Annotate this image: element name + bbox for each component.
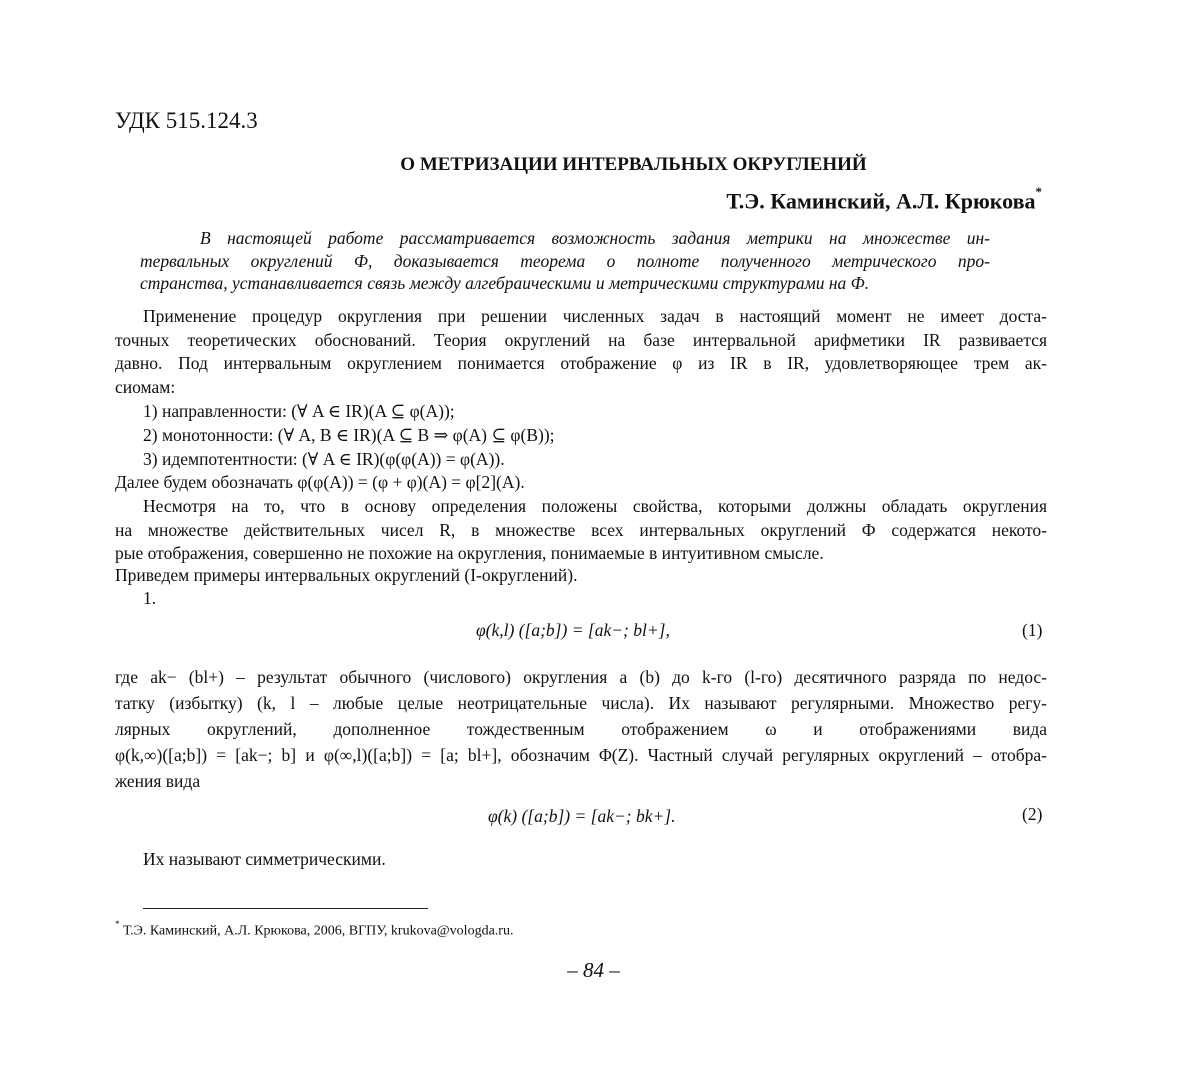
footnote-divider [143, 908, 428, 909]
para3-line: φ(k,∞)([a;b]) = [ak−; b] и φ(∞,l)([a;b]) = [a; bl+], обозначим Φ(Z). Частный случай регулярных округлений – отобра- [115, 745, 1047, 765]
intro-line: Применение процедур округления при решении численных задач в настоящий момент не имеет доста- [143, 306, 1047, 326]
para3-line: жения вида [115, 771, 201, 791]
notation-line: Далее будем обозначать φ(φ(A)) = (φ + φ)(A) = φ[2](A). [115, 472, 525, 492]
intro-line: точных теоретических обоснований. Теория округлений на базе интервальной арифметики IR развивается [115, 329, 1047, 350]
udk-code: УДК 515.124.3 [115, 108, 258, 133]
intro-line: сиомам: [115, 376, 176, 397]
example-number: 1. [143, 588, 157, 608]
second-paragraph [115, 495, 1047, 566]
third-paragraph [115, 664, 1047, 794]
para3-line: лярных округлений, дополненное тождественным отображением ω и отображениями вида [115, 719, 1047, 739]
abstract-line: В настоящей работе рассматривается возможность задания метрики на множестве ин- [200, 228, 990, 248]
para2-line: на множестве действительных чисел R, в множестве всех интервальных округлений Ф содержатся некото- [115, 519, 1047, 540]
formula-2: φ(k) ([a;b]) = [ak−; bk+]. [488, 806, 676, 826]
footnote-text: Т.Э. Каминский, А.Л. Крюкова, 2006, ВГПУ, krukova@vologda.ru. [123, 923, 514, 939]
para2-line: Несмотря на то, что в основу определения положены свойства, которыми должны обладать округления [143, 496, 1047, 516]
axiom-3: 3) идемпотентности: (∀ A ∈ IR)(φ(φ(A)) = φ(A)). [143, 449, 505, 469]
axiom-2: 2) монотонности: (∀ A, B ∈ IR)(A ⊆ B ⇒ φ(A) ⊆ φ(B)); [143, 425, 555, 445]
footnote-mark: * [115, 919, 120, 929]
page-number: – 84 – [567, 958, 620, 982]
para3-line: татку (избытку) (k, l – любые целые неотрицательные числа). Их называют регулярными. Множество регу- [115, 693, 1047, 713]
formula-2-number: (2) [1022, 804, 1043, 824]
author-footnote-mark: * [1035, 184, 1042, 199]
intro-paragraph [115, 305, 1047, 399]
formula-1-number: (1) [1022, 620, 1043, 640]
footnote [115, 921, 513, 940]
formula-1: φ(k,l) ([a;b]) = [ak−; bl+], [476, 620, 670, 640]
para2-line: рые отображения, совершенно не похожие на округления, понимаемые в интуитивном смысле. [115, 543, 824, 563]
axiom-1: 1) направленности: (∀ A ∈ IR)(A ⊆ φ(A)); [143, 401, 455, 421]
author-names: Т.Э. Каминский, А.Л. Крюкова [726, 188, 1036, 214]
examples-intro: Приведем примеры интервальных округлений (I-округлений). [115, 565, 578, 585]
authors [726, 184, 1042, 214]
intro-line: давно. Под интервальным округлением понимается отображение φ из IR в IR, удовлетворяющее трем ак- [115, 353, 1047, 373]
abstract-line: странства, устанавливается связь между алгебраическими и метрическими структурами на Ф. [140, 273, 870, 293]
article-title: О МЕТРИЗАЦИИ ИНТЕРВАЛЬНЫХ ОКРУГЛЕНИЙ [400, 154, 867, 175]
abstract-line: тервальных округлений Ф, доказывается теорема о полноте полученного метрического про- [140, 250, 990, 271]
abstract [140, 227, 990, 295]
para3-line: где ak− (bl+) – результат обычного (числового) округления a (b) до k-го (l-го) десятичного разряда по недос- [115, 667, 1047, 687]
closing-line: Их называют симметрическими. [143, 849, 386, 869]
